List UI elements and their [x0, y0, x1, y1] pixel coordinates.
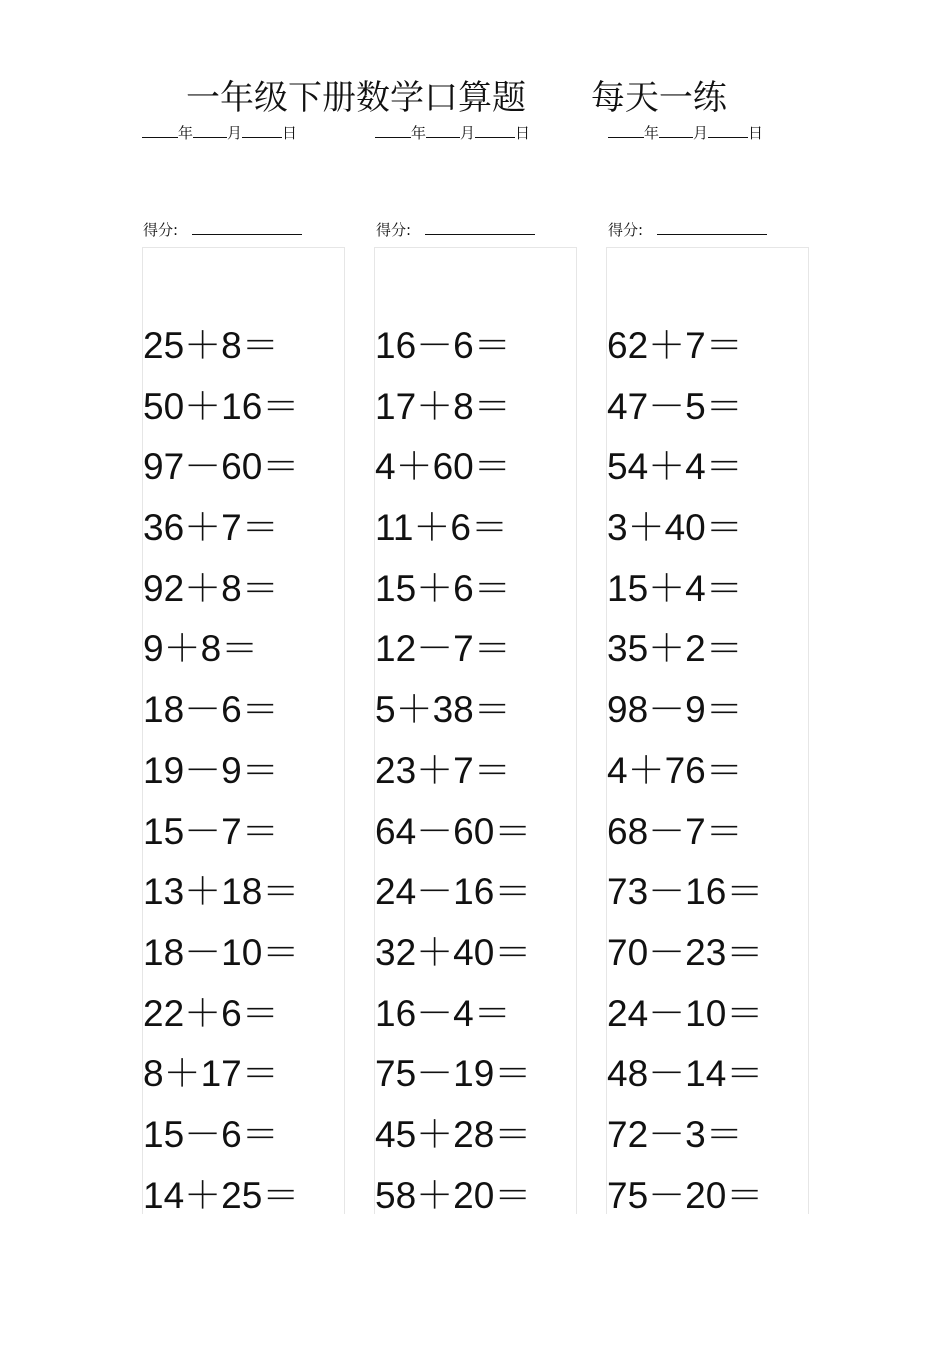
score-blank[interactable] — [425, 219, 535, 235]
problem-item: 15－6＝ — [143, 1113, 279, 1155]
problem-item: 16－6＝ — [375, 325, 511, 366]
date-field-1[interactable] — [142, 122, 297, 144]
problem-list — [375, 322, 531, 1232]
score-field-1[interactable] — [143, 218, 302, 242]
day-label: 日 — [748, 124, 764, 142]
score-label: 得分: — [376, 221, 412, 239]
problem-item: 18－10＝ — [143, 931, 300, 973]
problem-item: 54＋4＝ — [607, 446, 743, 488]
year-label: 年 — [178, 124, 194, 142]
problem-item: 98－9＝ — [607, 689, 743, 731]
score-label: 得分: — [143, 221, 179, 239]
problem-item: 24－10＝ — [607, 992, 764, 1034]
problem-item: 22＋6＝ — [143, 992, 279, 1034]
problem-item: 62＋7＝ — [607, 325, 743, 366]
year-label: 年 — [644, 124, 660, 142]
score-blank[interactable] — [192, 219, 302, 235]
problem-item: 4＋60＝ — [375, 446, 511, 488]
problem-item: 13＋18＝ — [143, 871, 300, 913]
problem-item: 35＋2＝ — [607, 628, 743, 670]
problem-item: 4＋76＝ — [607, 749, 743, 791]
month-label: 月 — [693, 124, 709, 142]
problem-item: 9＋8＝ — [143, 628, 259, 670]
problem-item: 17＋8＝ — [375, 385, 511, 427]
month-label: 月 — [460, 124, 476, 142]
problem-item: 47－5＝ — [607, 385, 743, 427]
problem-item: 58＋20＝ — [375, 1174, 532, 1216]
problem-column-1 — [142, 247, 345, 1214]
problem-item: 15＋4＝ — [607, 567, 743, 609]
problem-item: 48－14＝ — [607, 1053, 764, 1095]
problem-item: 11＋6＝ — [375, 507, 508, 549]
score-field-2[interactable] — [376, 218, 535, 242]
month-label: 月 — [227, 124, 243, 142]
score-field-3[interactable] — [608, 218, 767, 242]
year-label: 年 — [411, 124, 427, 142]
problem-item: 68－7＝ — [607, 810, 743, 852]
problem-item: 75－20＝ — [607, 1174, 764, 1216]
problem-column-2 — [374, 247, 577, 1214]
problem-item: 97－60＝ — [143, 446, 300, 488]
problem-item: 19－9＝ — [143, 749, 279, 791]
problem-item: 50＋16＝ — [143, 385, 300, 427]
problem-column-3 — [606, 247, 809, 1214]
problem-item: 73－16＝ — [607, 871, 764, 913]
problem-item: 64－60＝ — [375, 810, 532, 852]
problem-item: 5＋38＝ — [375, 689, 511, 731]
problem-list — [143, 322, 299, 1232]
problem-item: 25＋8＝ — [143, 325, 279, 366]
problem-item: 15－7＝ — [143, 810, 279, 852]
problem-item: 15＋6＝ — [375, 567, 511, 609]
date-row — [142, 122, 842, 144]
problem-list — [607, 322, 763, 1232]
problem-item: 92＋8＝ — [143, 567, 279, 609]
problem-item: 14＋25＝ — [143, 1174, 300, 1216]
problem-item: 45＋28＝ — [375, 1113, 532, 1155]
score-blank[interactable] — [657, 219, 767, 235]
problem-item: 18－6＝ — [143, 689, 279, 731]
problem-item: 23＋7＝ — [375, 749, 511, 791]
date-field-2[interactable] — [375, 122, 530, 144]
problem-item: 75－19＝ — [375, 1053, 532, 1095]
score-label: 得分: — [608, 221, 644, 239]
problem-item: 8＋17＝ — [143, 1053, 279, 1095]
date-field-3[interactable] — [608, 122, 763, 144]
problem-item: 16－4＝ — [375, 992, 511, 1034]
worksheet-title: 一年级下册数学口算题 每天一练 — [186, 78, 727, 118]
problem-item: 3＋40＝ — [607, 507, 743, 549]
problem-item: 12－7＝ — [375, 628, 511, 670]
problem-item: 36＋7＝ — [143, 507, 279, 549]
day-label: 日 — [282, 124, 298, 142]
problem-item: 32＋40＝ — [375, 931, 532, 973]
problem-item: 24－16＝ — [375, 871, 532, 913]
day-label: 日 — [515, 124, 531, 142]
problem-item: 72－3＝ — [607, 1113, 743, 1155]
problem-item: 70－23＝ — [607, 931, 764, 973]
